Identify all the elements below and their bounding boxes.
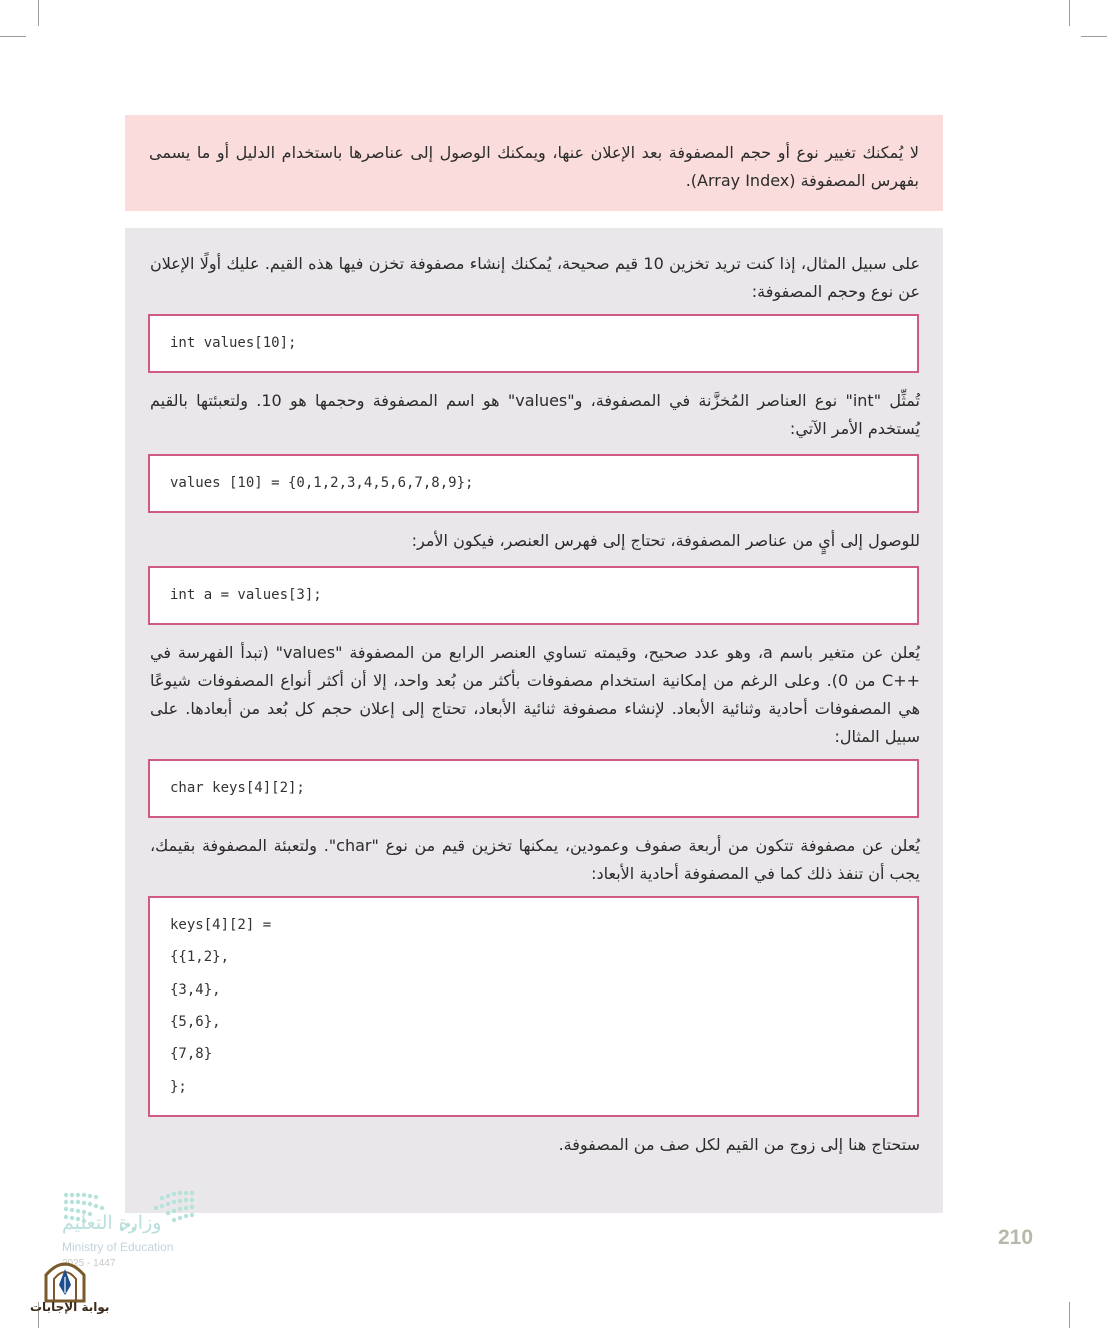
- code-block-2d-declaration: [148, 759, 919, 818]
- code-line: int values[10];: [170, 335, 297, 351]
- ministry-name-arabic: وزارة التعليم: [62, 1212, 162, 1234]
- page-number: 210: [998, 1226, 1034, 1249]
- paragraph-multidimensional: يُعلن عن متغير باسم a، وهو عدد صحيح، وقيمته تساوي العنصر الرابع من المصفوفة "values" (تبدأ الفهرسة في ++C من 0). وعلى الرغم من إمكانية استخدام مصفوفات بأكثر من بُعد واحد، إلا أن أكثر أنواع المصفوفات شيوعًا هي المصفوفات أحادية وثنائية الأبعاد. لإنشاء مصفوفة ثنائية الأبعاد، تحتاج إلى إعلان حجم كل بُعد من أبعادها. على سبيل المثال:: [150, 643, 920, 746]
- code-line: char keys[4][2];: [170, 780, 305, 796]
- code-block-declaration: [148, 314, 919, 373]
- ministry-year: 2025 - 1447: [62, 1258, 116, 1269]
- note-box: [125, 115, 943, 211]
- gate-logo-icon: [40, 1255, 90, 1303]
- crop-mark: [1081, 36, 1107, 37]
- ministry-name-english: Ministry of Education: [62, 1240, 174, 1254]
- code-line: };: [170, 1079, 187, 1095]
- code-line: {{1,2},: [170, 949, 230, 965]
- code-line: int a = values[3];: [170, 587, 322, 603]
- code-line: keys[4][2] =: [170, 917, 272, 933]
- code-line: {7,8}: [170, 1046, 213, 1062]
- paragraph-pairs: ستحتاج هنا إلى زوج من القيم لكل صف من المصفوفة.: [558, 1135, 920, 1154]
- crop-mark: [0, 36, 26, 37]
- paragraph-intro: على سبيل المثال، إذا كنت تريد تخزين 10 قيم صحيحة، يُمكنك إنشاء مصفوفة تخزن فيها هذه القيم. عليك أولًا الإعلان عن نوع وحجم المصفوفة:: [150, 254, 920, 301]
- crop-mark: [38, 0, 39, 26]
- code-line: {5,6},: [170, 1014, 221, 1030]
- code-block-initialization: [148, 454, 919, 513]
- gate-label: بوابة الإجابات: [30, 1300, 110, 1314]
- code-line: {3,4},: [170, 982, 221, 998]
- note-text: لا يُمكنك تغيير نوع أو حجم المصفوفة بعد الإعلان عنها، ويمكنك الوصول إلى عناصرها باستخدام الدليل أو ما يسمى بفهرس المصفوفة (Array Index).: [149, 143, 919, 190]
- code-line: values [10] = {0,1,2,3,4,5,6,7,8,9};: [170, 475, 474, 491]
- paragraph-access: للوصول إلى أيٍ من عناصر المصفوفة، تحتاج إلى فهرس العنصر، فيكون الأمر:: [411, 531, 920, 550]
- paragraph-explanation: تُمثِّل "int" نوع العناصر المُخزَّنة في المصفوفة، و"values" هو اسم المصفوفة وحجمها هو 10. ولتعبئتها بالقيم يُستخدم الأمر الآتي:: [150, 391, 921, 438]
- code-block-2d-initialization: [148, 896, 919, 1117]
- crop-mark: [1069, 1302, 1070, 1328]
- crop-mark: [1069, 0, 1070, 26]
- code-block-access: [148, 566, 919, 625]
- paragraph-2d-fill: يُعلن عن مصفوفة تتكون من أربعة صفوف وعمودين، يمكنها تخزين قيم من نوع "char". ولتعبئة المصفوفة بقيمك، يجب أن تنفذ ذلك كما في المصفوفة أحادية الأبعاد:: [150, 836, 921, 883]
